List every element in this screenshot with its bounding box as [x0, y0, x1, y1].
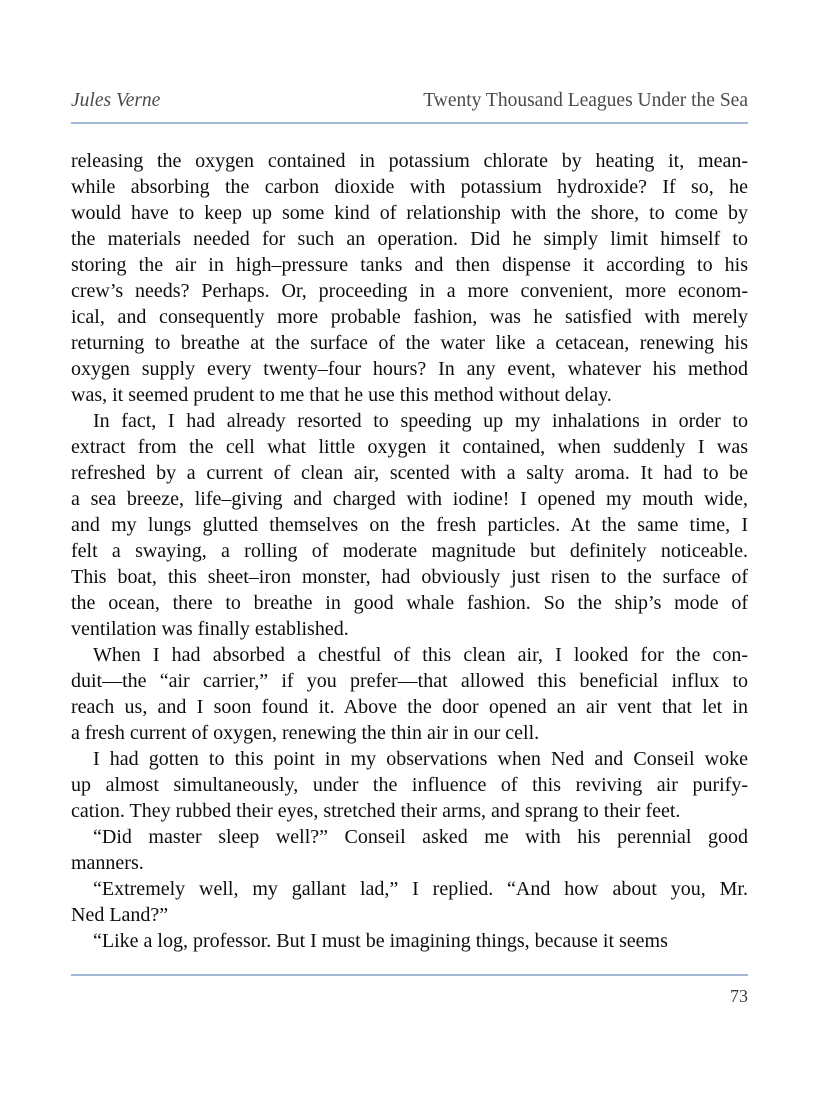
text-line: crew’s needs? Perhaps. Or, proceeding in a more convenient, more econom-: [71, 280, 748, 302]
text-line: felt a swaying, a rolling of moderate magnitude but definitely noticeable.: [71, 540, 748, 562]
text-line: refreshed by a current of clean air, scented with a salty aroma. It had to be: [71, 462, 748, 484]
text-line: up almost simultaneously, under the influence of this reviving air purify-: [71, 774, 748, 796]
text-line: a sea breeze, life–giving and charged with iodine! I opened my mouth wide,: [71, 488, 748, 510]
text-line: When I had absorbed a chestful of this clean air, I looked for the con-: [93, 644, 748, 666]
text-line: duit—the “air carrier,” if you prefer—that allowed this beneficial influx to: [71, 670, 748, 692]
text-line: This boat, this sheet–iron monster, had obviously just risen to the surface of: [71, 566, 748, 588]
text-line: cation. They rubbed their eyes, stretched their arms, and sprang to their feet.: [71, 800, 681, 822]
text-line: returning to breathe at the surface of the water like a cetacean, renewing his: [71, 332, 748, 354]
text-line: I had gotten to this point in my observations when Ned and Conseil woke: [93, 748, 748, 770]
page-number: 73: [730, 986, 748, 1006]
text-line: and my lungs glutted themselves on the fresh particles. At the same time, I: [71, 514, 748, 536]
text-line: releasing the oxygen contained in potassium chlorate by heating it, mean-: [71, 150, 748, 172]
text-line: ical, and consequently more probable fashion, was he satisfied with merely: [71, 306, 748, 328]
text-line: “Like a log, professor. But I must be imagining things, because it seems: [93, 930, 668, 952]
text-line: extract from the cell what little oxygen it contained, when suddenly I was: [71, 436, 748, 458]
text-line: Ned Land?”: [71, 904, 169, 926]
text-line: the materials needed for such an operation. Did he simply limit himself to: [71, 228, 748, 250]
header-author: Jules Verne: [71, 90, 161, 111]
page-header: [71, 88, 748, 114]
text-line: reach us, and I soon found it. Above the door opened an air vent that let in: [71, 696, 748, 718]
text-line: oxygen supply every twenty–four hours? In any event, whatever his method: [71, 358, 748, 380]
text-line: the ocean, there to breathe in good whale fashion. So the ship’s mode of: [71, 592, 748, 614]
text-line: would have to keep up some kind of relationship with the shore, to come by: [71, 202, 748, 224]
text-line: “Did master sleep well?” Conseil asked me with his perennial good: [93, 826, 748, 848]
text-line: a fresh current of oxygen, renewing the thin air in our cell.: [71, 722, 540, 744]
body-text: [71, 148, 748, 954]
text-line: “Extremely well, my gallant lad,” I replied. “And how about you, Mr.: [93, 878, 748, 900]
text-line: manners.: [71, 852, 144, 874]
text-line: In fact, I had already resorted to speeding up my inhalations in order to: [93, 410, 748, 432]
text-line: was, it seemed prudent to me that he use this method without delay.: [71, 384, 612, 406]
header-divider: [71, 122, 748, 124]
text-line: storing the air in high–pressure tanks and then dispense it according to his: [71, 254, 748, 276]
header-book-title: Twenty Thousand Leagues Under the Sea: [423, 90, 748, 111]
text-line: while absorbing the carbon dioxide with potassium hydroxide? If so, he: [71, 176, 748, 198]
footer-divider: [71, 974, 748, 976]
text-line: ventilation was finally established.: [71, 618, 349, 640]
